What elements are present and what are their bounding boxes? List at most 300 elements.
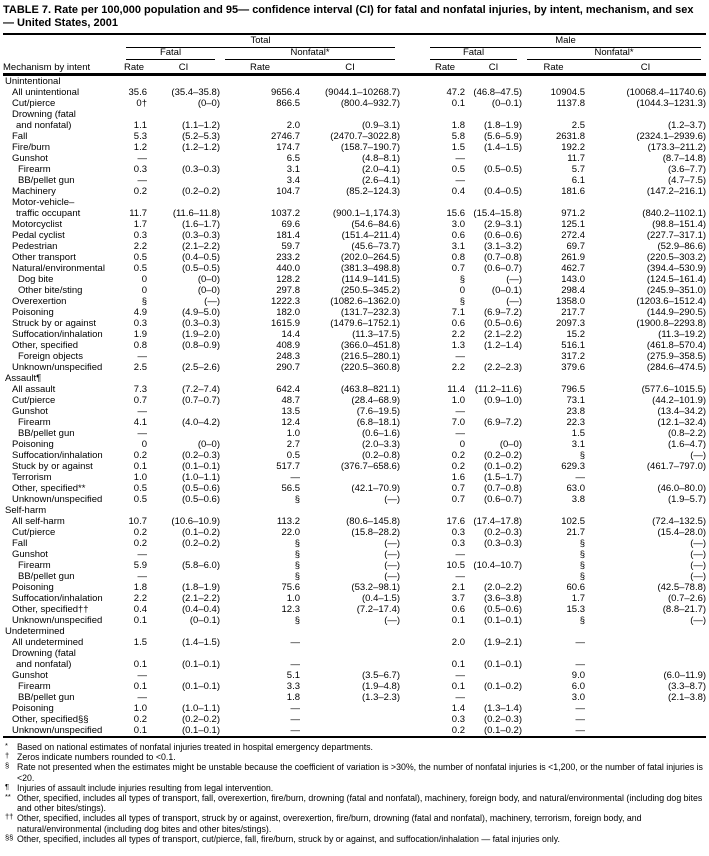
row-label: Poisoning bbox=[12, 439, 54, 450]
row-label: Struck by or against bbox=[12, 318, 96, 329]
ci-cell: (463.8–821.1) bbox=[340, 384, 401, 395]
table-title: TABLE 7. Rate per 100,000 population and 95— confidence interval (CI) for fatal and nonfatal injuries, by intent, mechanism, and sex — United States, 2001 bbox=[3, 4, 706, 35]
column-gap bbox=[400, 131, 425, 142]
row-label: Drowning (fatal bbox=[12, 648, 76, 659]
row-label: Fall bbox=[12, 538, 28, 549]
ci-cell: (577.6–1015.5) bbox=[641, 384, 707, 395]
rate-cell: 5.7 bbox=[571, 164, 586, 175]
subgroup-total-nonfatal: Nonfatal* bbox=[225, 48, 395, 60]
table-row bbox=[3, 670, 706, 681]
rate-cell: 1.0 bbox=[133, 703, 147, 714]
rate-cell: 9656.4 bbox=[270, 87, 300, 98]
column-gap bbox=[400, 120, 425, 131]
col-header-ci: CI bbox=[147, 60, 220, 75]
table-row bbox=[3, 582, 706, 593]
rate-cell: 1.1 bbox=[133, 120, 147, 131]
row-label: Dog bite bbox=[18, 274, 54, 285]
rate-cell: 0.3 bbox=[133, 164, 147, 175]
ci-cell: (1.2–3.7) bbox=[668, 120, 707, 131]
section-row bbox=[3, 75, 706, 88]
rate-cell: 0.2 bbox=[133, 714, 147, 725]
rate-cell: 1.5 bbox=[451, 142, 466, 153]
rate-cell: 1222.3 bbox=[270, 296, 300, 307]
rate-cell: 2631.8 bbox=[555, 131, 586, 142]
ci-cell bbox=[147, 571, 220, 582]
rate-cell: 0.6 bbox=[451, 318, 466, 329]
ci-cell: (0.1–0.1) bbox=[483, 615, 523, 626]
column-gap bbox=[400, 219, 425, 230]
footnote bbox=[3, 813, 706, 833]
ci-cell: (144.9–290.5) bbox=[646, 307, 707, 318]
ci-cell: (0.3–0.3) bbox=[181, 230, 220, 241]
ci-cell: (216.5–280.1) bbox=[340, 351, 401, 362]
ci-cell: (2.1–2.2) bbox=[483, 329, 523, 340]
rate-cell: — bbox=[290, 637, 300, 648]
rate-cell: § bbox=[579, 450, 586, 461]
row-label: All self-harm bbox=[12, 516, 65, 527]
rate-cell: 0.1 bbox=[451, 98, 466, 109]
row-label: Other, specified** bbox=[12, 483, 86, 494]
ci-cell: (53.2–98.1) bbox=[351, 582, 401, 593]
ci-cell: (15.4–15.8) bbox=[473, 208, 523, 219]
ci-cell: (—) bbox=[690, 549, 707, 560]
rate-cell: 408.9 bbox=[276, 340, 300, 351]
table-row bbox=[3, 714, 706, 725]
row-label: and nonfatal) bbox=[16, 120, 72, 131]
table-row bbox=[3, 230, 706, 241]
table-row bbox=[3, 461, 706, 472]
rate-cell: § bbox=[459, 296, 466, 307]
rate-cell: 69.6 bbox=[281, 219, 300, 230]
ci-cell: (2.1–2.2) bbox=[181, 241, 220, 252]
footnote-marker: § bbox=[5, 761, 10, 771]
ci-cell: (5.6–5.9) bbox=[483, 131, 523, 142]
ci-cell: (202.0–264.5) bbox=[340, 252, 401, 263]
ci-cell: (—) bbox=[204, 296, 220, 307]
rate-cell: 217.7 bbox=[561, 307, 586, 318]
section-row bbox=[3, 626, 706, 637]
rate-cell: — bbox=[137, 571, 147, 582]
rate-cell: 1.8 bbox=[451, 120, 466, 131]
ci-cell: (—) bbox=[690, 615, 707, 626]
rate-cell: 2097.3 bbox=[555, 318, 586, 329]
ci-cell: (151.4–211.4) bbox=[341, 230, 401, 241]
row-label: Machinery bbox=[12, 186, 56, 197]
ci-cell bbox=[465, 549, 522, 560]
ci-cell: (0.6–1.6) bbox=[361, 428, 401, 439]
rate-cell: 1.3 bbox=[451, 340, 466, 351]
row-label: Unknown/unspecified bbox=[12, 494, 103, 505]
ci-cell: (0.9–3.1) bbox=[361, 120, 401, 131]
row-label: Pedestrian bbox=[12, 241, 58, 252]
rate-cell: 0.7 bbox=[451, 263, 466, 274]
rate-cell: 12.3 bbox=[281, 604, 300, 615]
ci-cell bbox=[585, 637, 706, 648]
rate-cell: 0.2 bbox=[133, 538, 147, 549]
ci-cell: (1.3–1.4) bbox=[483, 703, 523, 714]
column-gap bbox=[400, 153, 425, 164]
ci-cell bbox=[465, 692, 522, 703]
ci-cell: (—) bbox=[384, 571, 401, 582]
footnote bbox=[3, 793, 706, 813]
rate-cell: 1.0 bbox=[133, 472, 147, 483]
ci-cell: (1479.6–1752.1) bbox=[330, 318, 401, 329]
rate-cell: 0.1 bbox=[133, 659, 147, 670]
ci-cell: (124.5–161.4) bbox=[646, 274, 707, 285]
rate-cell: 0.3 bbox=[451, 538, 466, 549]
ci-cell: (2.0–2.2) bbox=[483, 582, 523, 593]
ci-cell: (0–0) bbox=[197, 274, 220, 285]
rate-cell: 0 bbox=[459, 439, 466, 450]
row-label: Cut/pierce bbox=[12, 98, 56, 109]
ci-cell: (2.1–2.2) bbox=[181, 593, 220, 604]
table-row-labelwrap bbox=[3, 197, 706, 208]
table-row bbox=[3, 659, 706, 670]
column-gap bbox=[400, 494, 425, 505]
rate-cell: — bbox=[455, 406, 466, 417]
ci-cell: (15.8–28.2) bbox=[351, 527, 401, 538]
ci-cell: (1.0–1.1) bbox=[181, 703, 220, 714]
row-label: Cut/pierce bbox=[12, 527, 56, 538]
rate-cell: 128.2 bbox=[276, 274, 300, 285]
row-label: All assault bbox=[12, 384, 56, 395]
row-label: Firearm bbox=[18, 681, 51, 692]
ci-cell: (1.3–2.3) bbox=[361, 692, 401, 703]
footnote bbox=[3, 834, 706, 844]
ci-cell: (0–0.1) bbox=[491, 285, 523, 296]
rate-cell: 0.2 bbox=[133, 527, 147, 538]
row-label: Stuck by or against bbox=[12, 461, 93, 472]
ci-cell: (0.9–1.0) bbox=[483, 395, 523, 406]
ci-cell: (366.0–451.8) bbox=[340, 340, 401, 351]
ci-cell: (11.2–11.6) bbox=[474, 384, 523, 395]
table-row bbox=[3, 527, 706, 538]
ci-cell: (—) bbox=[506, 296, 523, 307]
table-row-labelwrap bbox=[3, 648, 706, 659]
rate-cell: 1358.0 bbox=[555, 296, 586, 307]
footnote-text: Rate not presented when the estimates might be unstable because the coefficient of variation is >30%, the number of nonfatal injuries is <1,200, or the number of fatal injuries is <20. bbox=[17, 762, 703, 783]
rate-cell: — bbox=[575, 659, 586, 670]
col-header-ci: CI bbox=[585, 60, 706, 75]
rate-cell: 0.6 bbox=[451, 230, 466, 241]
rate-cell: — bbox=[455, 549, 466, 560]
ci-cell: (1.5–1.7) bbox=[483, 472, 523, 483]
row-label: Fall bbox=[12, 131, 28, 142]
footnotes bbox=[3, 738, 706, 844]
table-row bbox=[3, 263, 706, 274]
rate-cell: 0.5 bbox=[133, 263, 147, 274]
row-label: Other transport bbox=[12, 252, 76, 263]
rate-cell: 102.5 bbox=[561, 516, 586, 527]
table-row bbox=[3, 428, 706, 439]
ci-cell: (0.7–2.6) bbox=[668, 593, 707, 604]
ci-cell bbox=[585, 472, 706, 483]
rate-cell: 10904.5 bbox=[550, 87, 586, 98]
ci-cell: (173.3–211.2) bbox=[647, 142, 707, 153]
column-gap bbox=[400, 538, 425, 549]
rate-cell: — bbox=[455, 175, 466, 186]
table-row bbox=[3, 560, 706, 571]
rate-cell: 2.2 bbox=[451, 329, 466, 340]
rate-cell: 297.8 bbox=[276, 285, 300, 296]
rate-cell: 2.5 bbox=[133, 362, 147, 373]
row-label: Poisoning bbox=[12, 582, 54, 593]
column-gap bbox=[400, 483, 425, 494]
ci-cell: (220.5–360.8) bbox=[340, 362, 401, 373]
table-row-labelwrap bbox=[3, 109, 706, 120]
rate-cell: 1.5 bbox=[571, 428, 586, 439]
rate-cell: 69.7 bbox=[566, 241, 586, 252]
ci-cell: (3.6–7.7) bbox=[668, 164, 707, 175]
ci-cell: (1.9–2.1) bbox=[483, 637, 523, 648]
rate-cell: 6.5 bbox=[286, 153, 300, 164]
rate-cell: 248.3 bbox=[276, 351, 300, 362]
rate-cell: — bbox=[455, 692, 466, 703]
table-row bbox=[3, 285, 706, 296]
col-header-rate: Rate bbox=[522, 60, 585, 75]
ci-cell: (6.9–7.2) bbox=[483, 307, 523, 318]
ci-cell: (46.0–80.0) bbox=[657, 483, 707, 494]
footnote-marker: †† bbox=[5, 812, 14, 822]
rate-cell: 0 bbox=[141, 285, 147, 296]
rate-cell: 0.1 bbox=[451, 681, 466, 692]
row-label: Other, specified§§ bbox=[12, 714, 89, 725]
rate-cell: 796.5 bbox=[561, 384, 586, 395]
ci-cell: (284.6–474.5) bbox=[646, 362, 707, 373]
rate-cell: § bbox=[579, 560, 586, 571]
column-gap bbox=[400, 417, 425, 428]
ci-cell: (900.1–1,174.3) bbox=[332, 208, 401, 219]
ci-cell: (0.3–0.3) bbox=[181, 164, 220, 175]
rate-cell: — bbox=[575, 472, 586, 483]
rate-cell: § bbox=[294, 538, 300, 549]
column-gap bbox=[400, 725, 425, 737]
row-label: BB/pellet gun bbox=[18, 692, 75, 703]
ci-cell: (0.1–0.1) bbox=[181, 725, 220, 736]
rate-cell: — bbox=[455, 428, 466, 439]
rate-cell: 4.9 bbox=[133, 307, 147, 318]
rate-cell: — bbox=[455, 571, 466, 582]
ci-cell bbox=[147, 406, 220, 417]
rate-cell: — bbox=[290, 703, 300, 714]
row-label: Gunshot bbox=[12, 670, 48, 681]
ci-cell: (10.4–10.7) bbox=[473, 560, 523, 571]
table-row bbox=[3, 252, 706, 263]
table-row bbox=[3, 340, 706, 351]
table-row bbox=[3, 692, 706, 703]
ci-cell: (0.1–0.1) bbox=[181, 681, 220, 692]
col-group-male: Male bbox=[430, 36, 701, 48]
column-gap bbox=[400, 362, 425, 373]
section-label: Self-harm bbox=[5, 505, 47, 516]
column-gap bbox=[400, 164, 425, 175]
table-row bbox=[3, 120, 706, 131]
rate-cell: 0.7 bbox=[451, 483, 466, 494]
rate-cell: — bbox=[455, 351, 466, 362]
ci-cell: (—) bbox=[384, 538, 401, 549]
table-row bbox=[3, 208, 706, 219]
ci-cell: (1203.6–1512.4) bbox=[636, 296, 707, 307]
ci-cell: (—) bbox=[384, 560, 401, 571]
rate-cell: 48.7 bbox=[281, 395, 300, 406]
ci-cell: (1.2–1.2) bbox=[181, 142, 220, 153]
rate-cell: 63.0 bbox=[566, 483, 586, 494]
row-label: Natural/environmental bbox=[12, 263, 105, 274]
col-header-ci: CI bbox=[300, 60, 400, 75]
row-label: Other bite/sting bbox=[18, 285, 83, 296]
section-label: Unintentional bbox=[5, 76, 61, 87]
ci-cell: (5.2–5.3) bbox=[181, 131, 220, 142]
ci-cell bbox=[465, 428, 522, 439]
ci-cell bbox=[585, 703, 706, 714]
ci-cell: (381.3–498.8) bbox=[340, 263, 401, 274]
section-label: Assault¶ bbox=[5, 373, 42, 384]
ci-cell: (2.6–4.1) bbox=[361, 175, 401, 186]
rate-cell: 2.1 bbox=[451, 582, 466, 593]
ci-cell: (0.1–0.1) bbox=[181, 659, 220, 670]
rate-cell: 22.0 bbox=[281, 527, 300, 538]
column-gap bbox=[400, 681, 425, 692]
column-gap bbox=[400, 560, 425, 571]
rate-cell: 47.2 bbox=[446, 87, 466, 98]
ci-cell: (0.5–0.5) bbox=[483, 164, 523, 175]
rate-cell: — bbox=[137, 670, 147, 681]
table-row bbox=[3, 450, 706, 461]
table-row bbox=[3, 98, 706, 109]
table-row bbox=[3, 516, 706, 527]
ci-cell: (0.6–0.7) bbox=[483, 263, 523, 274]
row-label: and nonfatal) bbox=[16, 659, 72, 670]
ci-cell: (1.1–1.2) bbox=[181, 120, 220, 131]
row-label: Firearm bbox=[18, 560, 51, 571]
ci-cell: (2.9–3.1) bbox=[483, 219, 523, 230]
column-gap bbox=[400, 340, 425, 351]
rate-cell: 5.9 bbox=[133, 560, 147, 571]
rate-cell: 15.2 bbox=[566, 329, 586, 340]
ci-cell bbox=[465, 406, 522, 417]
rate-cell: — bbox=[290, 714, 300, 725]
rate-cell: 15.3 bbox=[566, 604, 586, 615]
table-row bbox=[3, 604, 706, 615]
rate-cell: 14.4 bbox=[281, 329, 300, 340]
footnote-text: Other, specified, includes all types of transport, struck by or against, overexertion, fire/burn, drowning (fatal and nonfatal), machinery, terrorism, foreign body, and natural/environmental (including dog bites and other bites/stings). bbox=[17, 813, 642, 834]
ci-cell: (158.7–190.7) bbox=[340, 142, 401, 153]
ci-cell bbox=[300, 659, 400, 670]
table-row bbox=[3, 307, 706, 318]
ci-cell bbox=[585, 714, 706, 725]
rate-cell: — bbox=[137, 692, 147, 703]
column-gap bbox=[400, 395, 425, 406]
injury-rate-table bbox=[3, 36, 706, 738]
column-gap bbox=[400, 318, 425, 329]
row-label: Pedal cyclist bbox=[12, 230, 65, 241]
column-gap bbox=[400, 692, 425, 703]
ci-cell: (—) bbox=[690, 560, 707, 571]
rate-cell: 0.8 bbox=[133, 340, 147, 351]
row-label: Gunshot bbox=[12, 153, 48, 164]
rate-cell: 60.6 bbox=[566, 582, 586, 593]
table-header bbox=[3, 36, 706, 75]
rate-cell: 6.0 bbox=[571, 681, 586, 692]
stub-header: Mechanism by intent bbox=[3, 60, 121, 75]
rate-cell: 379.6 bbox=[561, 362, 586, 373]
ci-cell: (250.5–345.2) bbox=[340, 285, 401, 296]
rate-cell: 2.0 bbox=[451, 637, 466, 648]
rate-cell: § bbox=[294, 615, 300, 626]
ci-cell: (44.2–101.9) bbox=[652, 395, 707, 406]
ci-cell: (2.0–3.3) bbox=[361, 439, 401, 450]
column-gap bbox=[400, 670, 425, 681]
rate-cell: § bbox=[579, 538, 586, 549]
row-label: Other, specified†† bbox=[12, 604, 89, 615]
rate-cell: 0.2 bbox=[451, 450, 466, 461]
column-gap bbox=[400, 329, 425, 340]
rate-cell: — bbox=[137, 549, 147, 560]
ci-cell: (0.4–1.5) bbox=[361, 593, 401, 604]
ci-cell: (3.1–3.2) bbox=[483, 241, 523, 252]
ci-cell: (10.6–10.9) bbox=[171, 516, 220, 527]
rate-cell: 104.7 bbox=[276, 186, 300, 197]
ci-cell: (42.5–78.8) bbox=[657, 582, 707, 593]
column-gap bbox=[400, 98, 425, 109]
rate-cell: 290.7 bbox=[276, 362, 300, 373]
column-gap bbox=[400, 307, 425, 318]
rate-cell: 11.4 bbox=[447, 384, 466, 395]
ci-cell: (461.7–797.0) bbox=[646, 461, 707, 472]
rate-cell: 642.4 bbox=[276, 384, 300, 395]
footnote bbox=[3, 783, 706, 793]
column-gap bbox=[400, 593, 425, 604]
column-gap bbox=[400, 230, 425, 241]
row-label: BB/pellet gun bbox=[18, 428, 75, 439]
ci-cell: (0.5–0.5) bbox=[181, 263, 220, 274]
ci-cell: (2.1–3.8) bbox=[668, 692, 707, 703]
table-row bbox=[3, 175, 706, 186]
rate-cell: 21.7 bbox=[566, 527, 586, 538]
rate-cell: 143.0 bbox=[561, 274, 586, 285]
ci-cell: (0.2–0.3) bbox=[483, 527, 523, 538]
ci-cell: (0.1–0.1) bbox=[181, 461, 220, 472]
rate-cell: 1.0 bbox=[286, 428, 300, 439]
rate-cell: 0.7 bbox=[133, 395, 147, 406]
rate-cell: — bbox=[137, 175, 147, 186]
rate-cell: 462.7 bbox=[561, 263, 586, 274]
rate-cell: § bbox=[459, 274, 466, 285]
table-row bbox=[3, 395, 706, 406]
rate-cell: 517.7 bbox=[276, 461, 300, 472]
ci-cell: (0.2–0.2) bbox=[181, 186, 220, 197]
ci-cell: (4.0–4.2) bbox=[181, 417, 220, 428]
footnote bbox=[3, 742, 706, 752]
ci-cell: (1.9–5.7) bbox=[668, 494, 707, 505]
ci-cell: (2.5–2.6) bbox=[181, 362, 220, 373]
table-row bbox=[3, 406, 706, 417]
rate-cell: 233.2 bbox=[276, 252, 300, 263]
ci-cell: (5.8–6.0) bbox=[181, 560, 220, 571]
rate-cell: 0.2 bbox=[451, 461, 466, 472]
column-gap bbox=[400, 175, 425, 186]
table-row bbox=[3, 274, 706, 285]
rate-cell: 0.1 bbox=[133, 725, 147, 736]
table-row bbox=[3, 362, 706, 373]
rate-cell: 174.7 bbox=[276, 142, 300, 153]
table-row bbox=[3, 384, 706, 395]
ci-cell: (46.8–47.5) bbox=[473, 87, 523, 98]
rate-cell: 3.4 bbox=[286, 175, 300, 186]
ci-cell: (0–0) bbox=[197, 439, 220, 450]
table-row bbox=[3, 703, 706, 714]
ci-cell: (2.0–4.1) bbox=[361, 164, 401, 175]
